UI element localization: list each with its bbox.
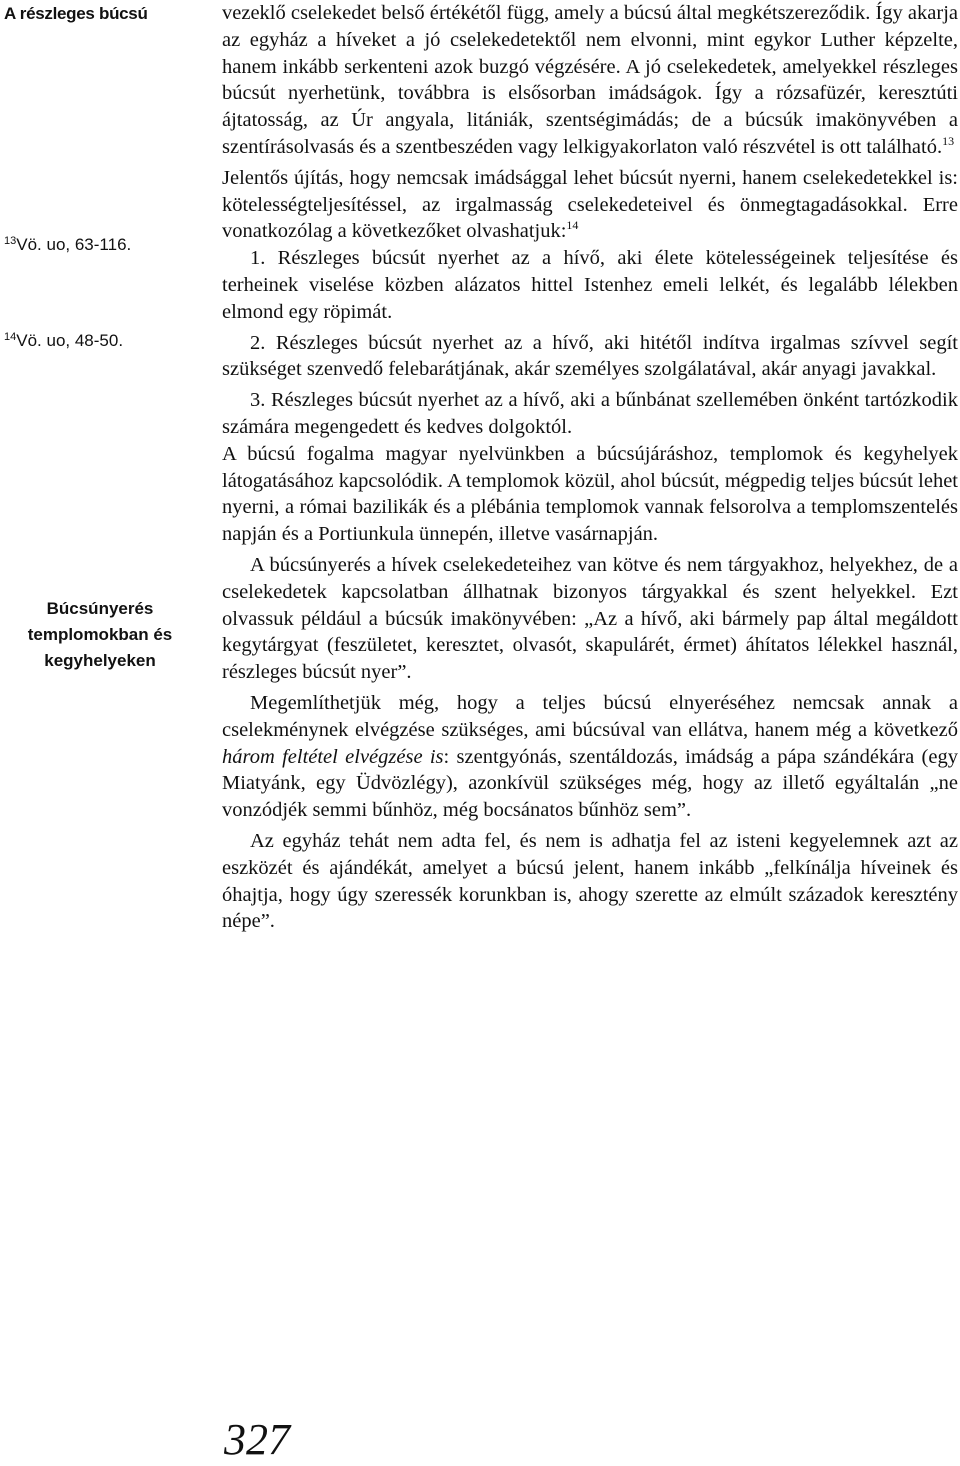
- list-item-3: 3. Részleges búcsút nyerhet az a hívő, aki a bűnbánat szellemében önként tartózkodik számára megengedett és kedves dolgoktól.: [222, 389, 958, 438]
- paragraph-feltetelek-end: : szentgyónás, szentáldozás, imádság a pápa szándékára (egy Miatyánk, egy Üdvözlégy), azonkívül szükséges még, hogy az illető egyáltalán „ne vonzódjék semmi bűnhöz, még bocsánatos bűnhöz sem”.: [222, 745, 958, 822]
- footnote-14-number: 14: [4, 331, 17, 343]
- paragraph-2-text: Jelentős újítás, hogy nemcsak imádsággal lehet búcsút nyerni, hanem cselekedetekkel is: kötelességteljesítéssel, az irgalmasság cselekedeteivel és önmegtagadásokkal. Erre vonatkozólag a következőket olvashatjuk:: [222, 166, 958, 243]
- main-text-column: [222, 0, 958, 935]
- paragraph-2: [222, 165, 958, 245]
- footnote-14: [4, 330, 123, 352]
- side-heading: [0, 596, 200, 674]
- running-head: A részleges búcsú: [4, 4, 148, 23]
- footnote-ref-14: 14: [566, 218, 579, 233]
- paragraph-feltetelek-start: Megemlíthetjük még, hogy a teljes búcsú elnyeréséhez nemcsak annak a cselekménynek elvégzése szükséges, ami búcsúval van ellátva, hanem még a következő: [222, 691, 958, 741]
- side-heading-line-3: kegyhelyeken: [44, 651, 156, 670]
- paragraph-bucsunyeres: A búcsúnyerés a hívek cselekedeteihez van kötve és nem tárgyakhoz, helyekhez, de a cselekedetek kapcsolatban állhatnak bizonyos tárgyakkal és szent helyekkel. Ezt olvassuk például a búcsúk imakönyvében: „Az a hívő, aki bármely pap által megáldott kegytárgyat (feszületet, keresztet, olvasót, skapulárét, érmet) áhítatos lélekkel használ, részleges búcsút nyer”.: [222, 553, 958, 684]
- side-heading-line-2: templomokban és: [27, 625, 173, 644]
- paragraph-closing: Az egyház tehát nem adta fel, és nem is adhatja fel az isteni kegyelemnek azt az eszközét és ajándékát, amelyet a búcsú jelent, hanem inkább „felkínálja híveinek és óhajtja, hogy úgy szeressék korunkban is, ahogy szerette az elmúlt századok keresztény népe”.: [222, 829, 958, 933]
- paragraph-feltetelek-italic: három feltétel elvégzése is: [222, 745, 444, 768]
- paragraph-1: [222, 0, 958, 161]
- footnote-13-number: 13: [4, 235, 17, 247]
- paragraph-1-text: vezeklő cselekedet belső értékétől függ, amely a búcsú által megkétszereződik. Így akarja az egyház a híveket a jó cselekedetektől nem elvonni, mint egykor Luther képzelte, hanem inkább serkenteni azok buzgó végzésére. A jó cselekedetek, amelyekkel részleges búcsút nyerhetünk, továbbra is elsősorban imádságok. Így a rózsafüzér, keresztúti ájtatosság, az Úr angyala, litániák, szentségimádás; de a búcsúk imakönyvében a szentírásolvasás és a szentbeszéden vagy lelkigyakorlaton való részvétel is ott található.: [222, 2, 958, 158]
- footnote-13: [4, 234, 131, 256]
- footnote-14-text: Vö. uo, 48-50.: [16, 331, 124, 350]
- list-item-2: 2. Részleges búcsút nyerhet az a hívő, aki hitétől indítva irgalmas szívvel segít szükséget szenvedő felebarátjának, akár személyes szolgálatával, akár anyagi javakkal.: [222, 331, 958, 381]
- paragraph-feltetelek: [222, 690, 958, 824]
- list-item-1: 1. Részleges búcsút nyerhet az a hívő, aki élete kötelességeinek teljesítése és terheinek viselése közben alázatos hittel Istenhez emeli lelkét, és legalább lélekben elmond egy röpimát.: [222, 247, 958, 323]
- side-heading-line-1: Búcsúnyerés: [46, 599, 154, 618]
- footnote-13-text: Vö. uo, 63-116.: [16, 235, 132, 254]
- footnote-ref-13: 13: [942, 133, 955, 148]
- margin-column: [0, 0, 200, 1466]
- paragraph-bucsu-fogalma: A búcsú fogalma magyar nyelvünkben a búcsújáráshoz, templomok és kegyhelyek látogatásához kapcsolódik. A templomok közül, ahol búcsút, mégpedig teljes búcsút lehet nyerni, a római bazilikák és a plébánia templomok vannak felsorolva a templomszentelés napján és a Portiunkula ünnepén, illetve vasárnapján.: [222, 442, 958, 546]
- page-number: 327: [224, 1415, 290, 1464]
